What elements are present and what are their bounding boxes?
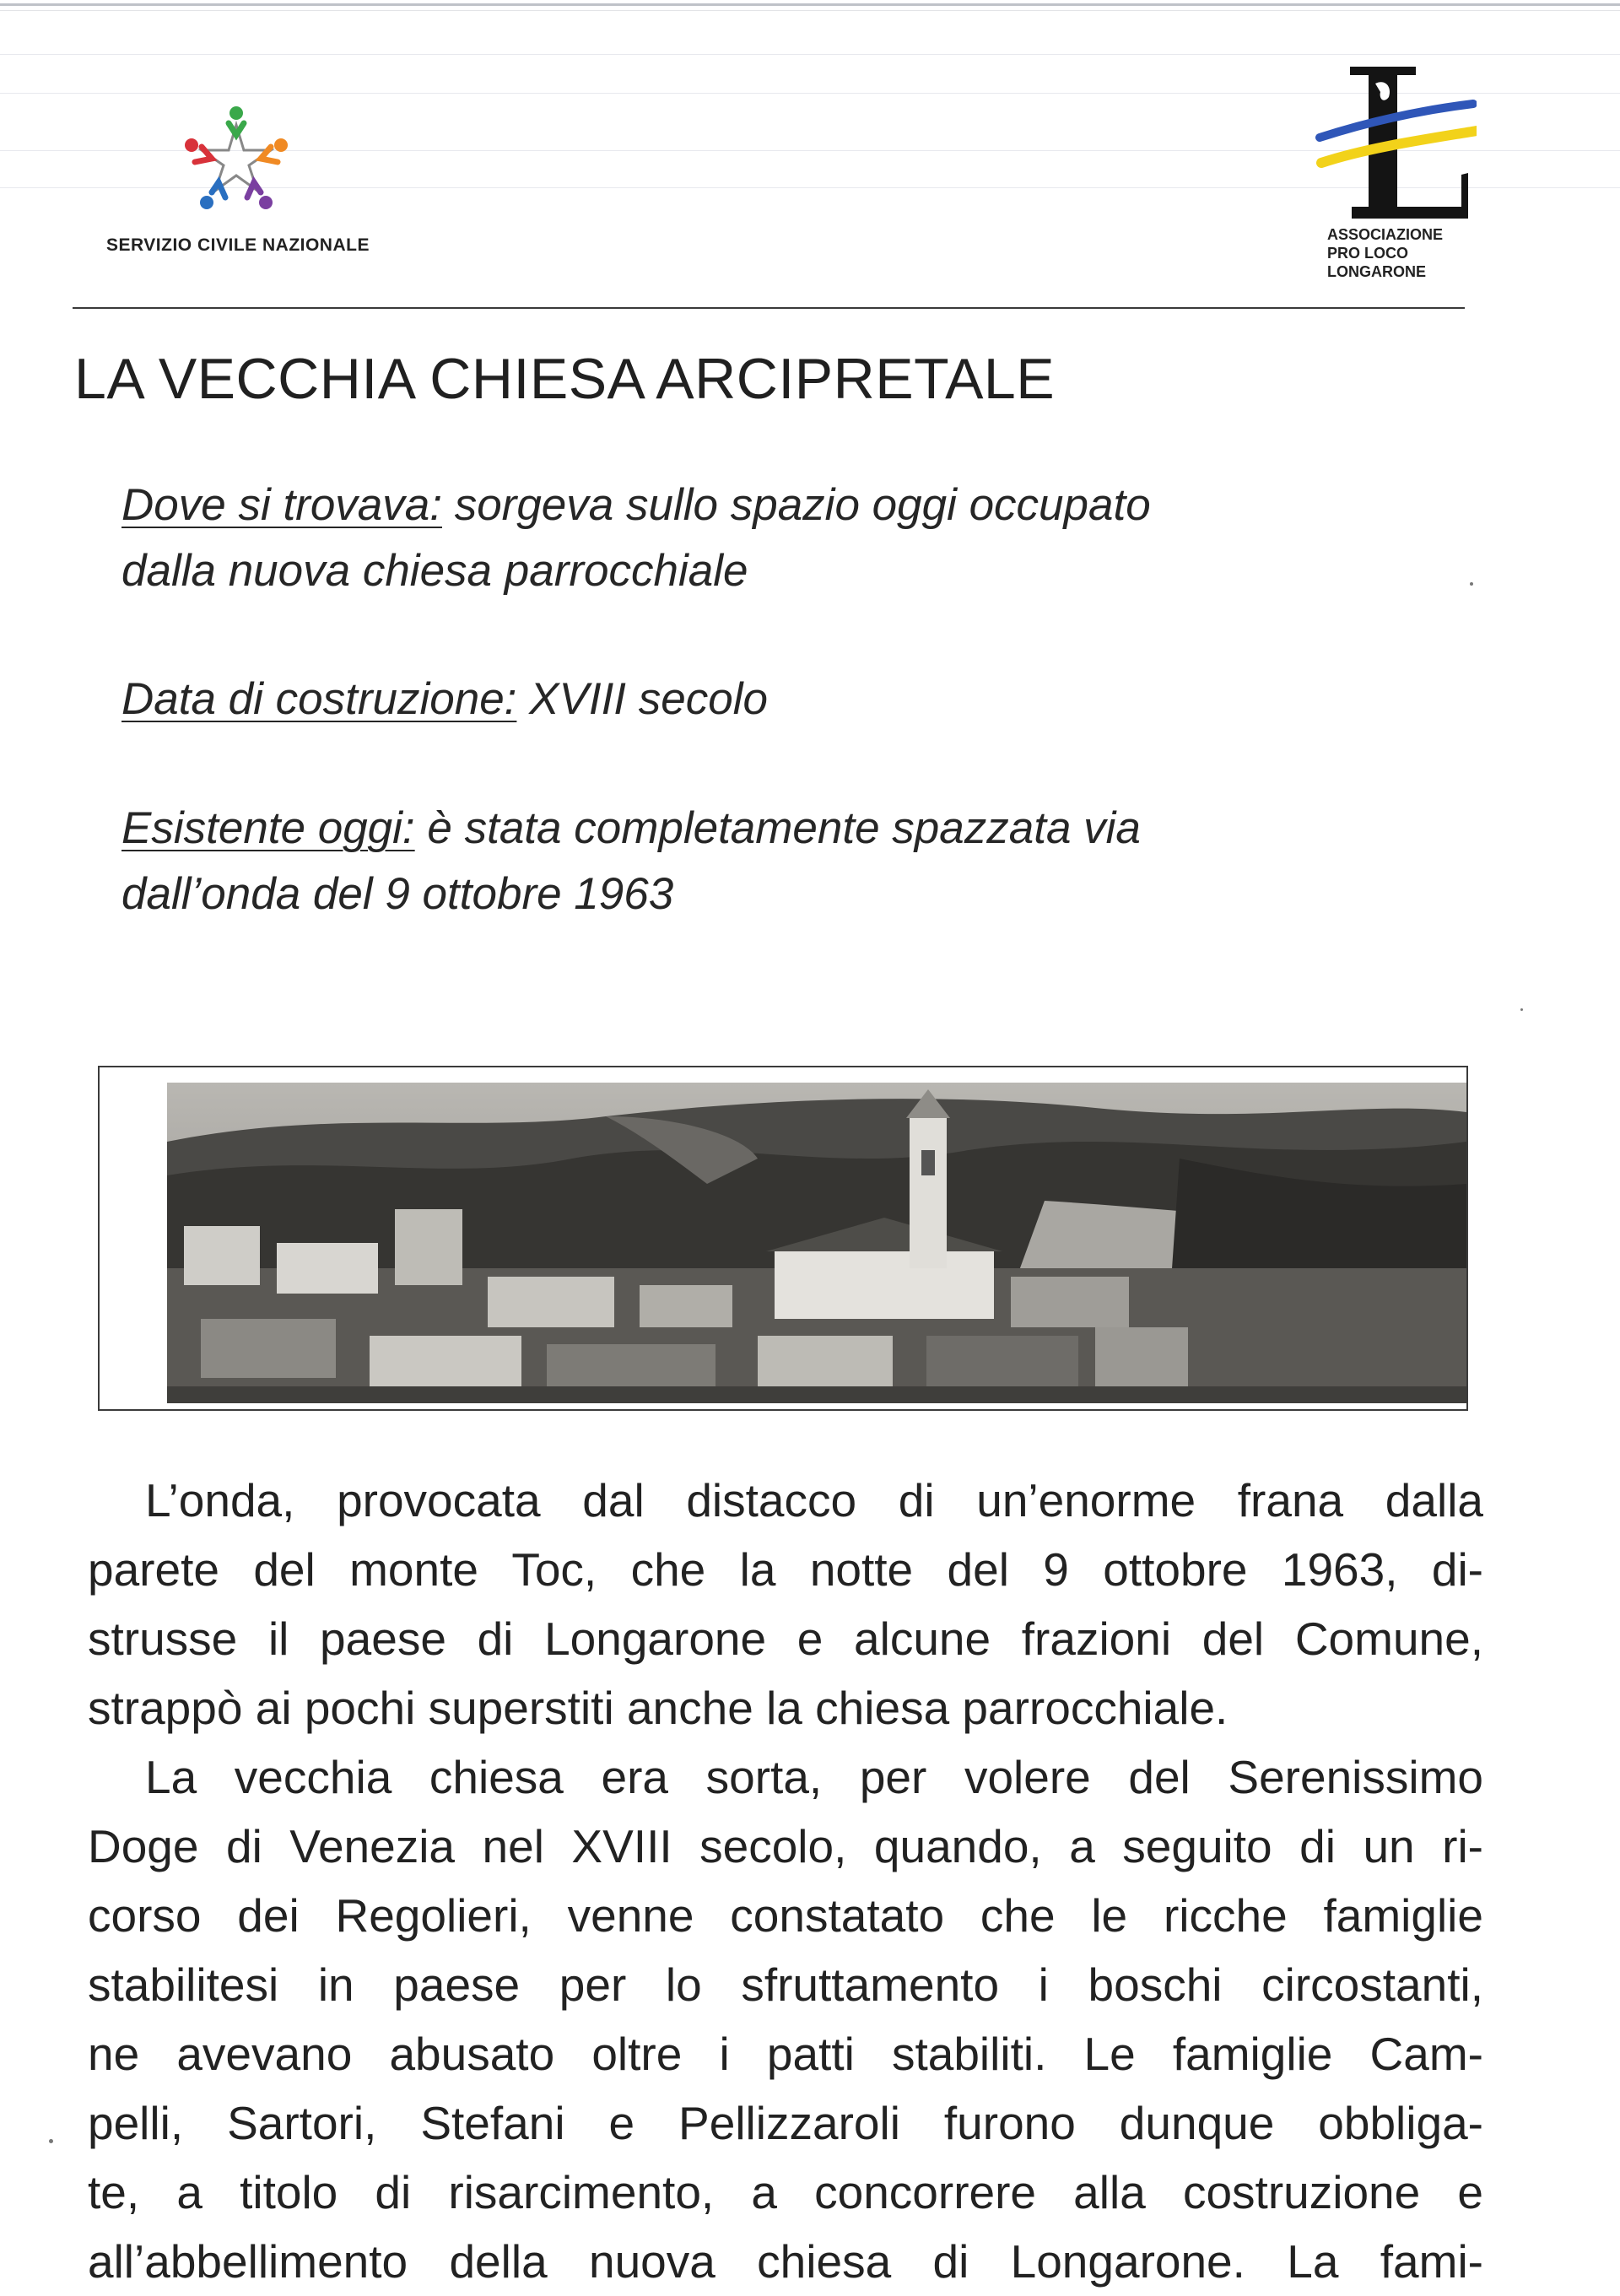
scan-speck: [1470, 582, 1473, 586]
body-line: all’abbellimento della nuova chiesa di Longarone. La fami-: [88, 2235, 1483, 2288]
info-value: è stata completamente spazzata via: [414, 803, 1141, 853]
pro-loco-line: PRO LOCO: [1327, 245, 1409, 262]
figure-blue-icon: [200, 196, 213, 209]
info-label: Data di costruzione:: [122, 674, 517, 724]
page-title: LA VECCHIA CHIESA ARCIPRETALE: [74, 347, 1056, 411]
scan-edge-line: [0, 10, 1620, 11]
scan-speck: [49, 2139, 53, 2143]
body-line: strusse il paese di Longarone e alcune frazioni del Comune,: [88, 1613, 1483, 1665]
scan-edge-line: [0, 3, 1620, 6]
body-line: corso dei Regolieri, venne constatato che le ricche famiglie: [88, 1889, 1483, 1942]
figure-red-icon: [185, 138, 198, 152]
servizio-civile-label: SERVIZIO CIVILE NAZIONALE: [106, 235, 370, 255]
pro-loco-label: [1327, 225, 1443, 281]
figure-purple-icon: [259, 196, 273, 209]
body-line: strappò ai pochi superstiti anche la chiesa parrocchiale.: [88, 1682, 1228, 1734]
scan-artifact-line: [0, 54, 1620, 55]
info-construction-date: [122, 667, 1438, 732]
info-location: [122, 473, 1438, 604]
figure-orange-icon: [274, 138, 288, 152]
scan-speck: [1520, 1008, 1523, 1011]
body-text: [88, 1466, 1483, 2296]
info-label: Esistente oggi:: [122, 803, 415, 853]
photo-frame: [98, 1066, 1468, 1411]
info-value: dalla nuova chiesa parrocchiale: [122, 546, 748, 596]
servizio-civile-logo: [173, 101, 300, 228]
info-value: sorgeva sullo spazio oggi occupato: [441, 480, 1151, 530]
info-value: dall’onda del 9 ottobre 1963: [122, 869, 674, 919]
body-line: parete del monte Toc, che la notte del 9 ottobre 1963, di-: [88, 1543, 1483, 1596]
header-divider: [73, 307, 1465, 309]
body-line: L’onda, provocata dal distacco di un’enorme frana dalla: [145, 1474, 1483, 1526]
body-line: Doge di Venezia nel XVIII secolo, quando, a seguito di un ri-: [88, 1820, 1483, 1872]
yellow-swoosh-icon: [1321, 131, 1477, 163]
info-value: XVIII secolo: [516, 674, 768, 724]
pro-loco-logo: [1308, 63, 1477, 224]
body-line: pelli, Sartori, Stefani e Pellizzaroli furono dunque obbliga-: [88, 2097, 1483, 2149]
body-line: ne avevano abusato oltre i patti stabiliti. Le famiglie Cam-: [88, 2028, 1483, 2080]
info-label: Dove si trovava:: [122, 480, 442, 530]
bell-tower-icon: [910, 1116, 947, 1268]
info-existing-today: [122, 796, 1438, 927]
figure-green-icon: [230, 106, 243, 120]
historic-church-photo: [167, 1083, 1466, 1403]
body-line: stabilitesi in paese per lo sfruttamento i boschi circostanti,: [88, 1958, 1483, 2011]
pro-loco-line: ASSOCIAZIONE: [1327, 226, 1444, 243]
body-line: La vecchia chiesa era sorta, per volere del Serenissimo: [145, 1751, 1483, 1803]
body-line: te, a titolo di risarcimento, a concorrere alla costruzione e: [88, 2166, 1483, 2218]
pro-loco-line: LONGARONE: [1327, 263, 1426, 280]
